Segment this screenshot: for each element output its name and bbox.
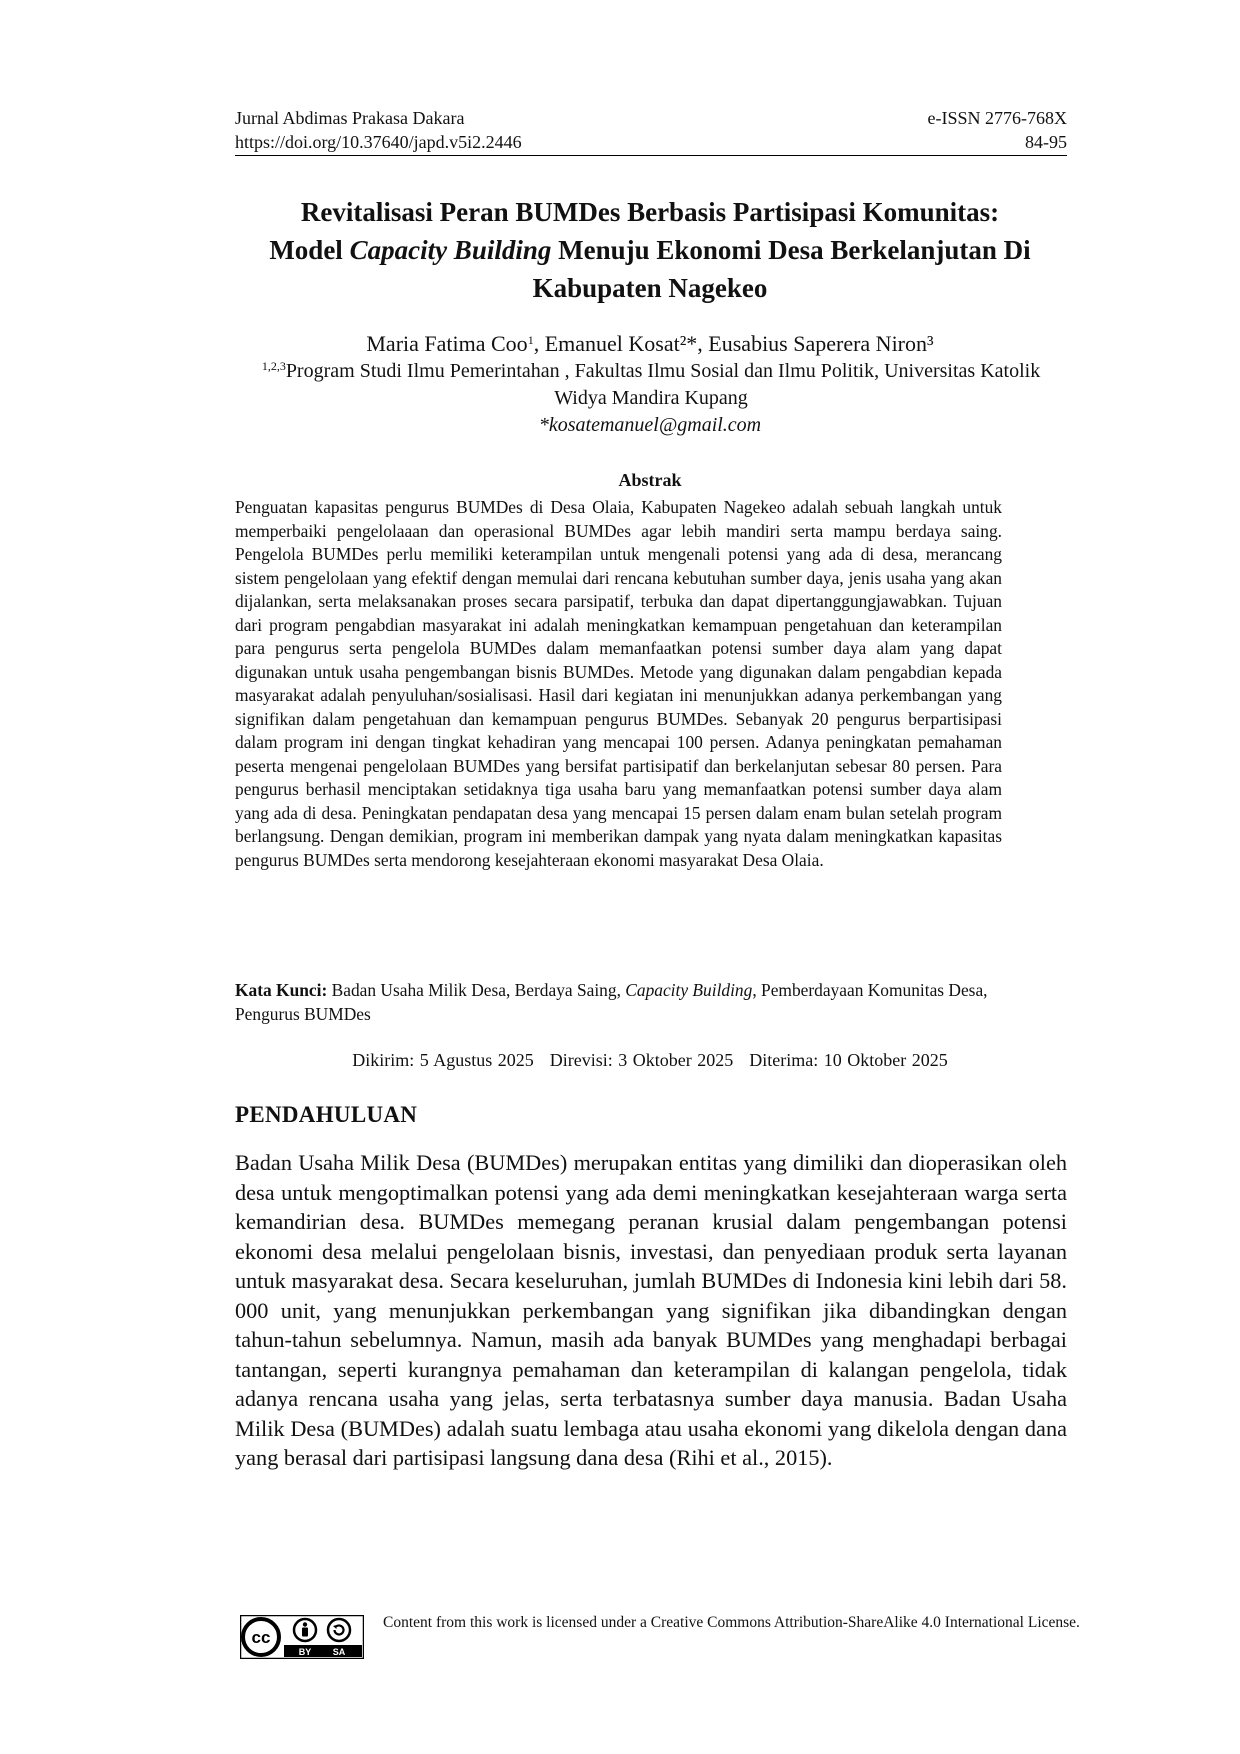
title-line-1: Revitalisasi Peran BUMDes Berbasis Partisipasi Komunitas:	[300, 197, 1000, 227]
section-heading: PENDAHULUAN	[235, 1102, 418, 1127]
title-italic-term: Capacity Building	[349, 235, 552, 265]
section-body: Badan Usaha Milik Desa (BUMDes) merupakan entitas yang dimiliki dan dioperasikan oleh desa untuk mengoptimalkan potensi yang ada demi meningkatkan kesejahteraan warga serta kemandirian desa. BUMDes memegang peranan krusial dalam pengembangan potensi ekonomi desa melalui pengelolaan bisnis, investasi, dan penyediaan produk serta layanan untuk masyarakat desa. Secara keseluruhan, jumlah BUMDes di Indonesia kini lebih dari 58. 000 unit, yang menunjukkan perkembangan yang signifikan jika dibandingkan dengan tahun-tahun sebelumnya. Namun, masih ada banyak BUMDes yang menghadapi berbagai tantangan, seperti kurangnya pemahaman dan keterampilan di kalangan pengelola, tidak adanya rencana usaha yang jelas, serta terbatasnya sumber daya manusia. Badan Usaha Milik Desa (BUMDes) adalah suatu lembaga atau usaha ekonomi yang dikelola dengan dana yang berasal dari partisipasi langsung dana desa (Rihi et al., 2015).	[235, 1150, 1067, 1470]
abstract-heading: Abstrak	[618, 470, 682, 490]
keywords-italic: Capacity Building	[625, 980, 753, 1000]
paper-title	[200, 193, 1100, 307]
journal-name: Jurnal Abdimas Prakasa Dakara	[235, 108, 465, 128]
submission-dates	[200, 1049, 1100, 1071]
cc-badge-text: cc	[251, 1628, 271, 1647]
attribution-icon	[294, 1619, 316, 1641]
author-list	[200, 330, 1100, 358]
author-name: Maria Fatima Coo	[366, 331, 528, 356]
date-accepted: Diterima: 10 Oktober 2025	[749, 1050, 948, 1070]
page-range: 84-95	[1025, 132, 1067, 152]
date-submitted: Dikirim: 5 Agustus 2025	[352, 1050, 534, 1070]
sa-label: SA	[332, 1647, 346, 1657]
author-superscript: 1	[527, 333, 534, 347]
affiliation-text: Program Studi Ilmu Pemerintahan , Fakultas Ilmu Sosial dan Ilmu Politik, Universitas Katolik Widya Mandira Kupang	[285, 360, 1041, 409]
affiliation	[235, 358, 1067, 412]
keywords-text: , Pemberdayaan Komunitas Desa, Pengurus BUMDes	[235, 980, 988, 1024]
cc-by-sa-license-badge[interactable]	[240, 1615, 364, 1659]
keywords-label: Kata Kunci:	[235, 980, 328, 1000]
date-revised: Direvisi: 3 Oktober 2025	[549, 1050, 734, 1070]
abstract-text: Penguatan kapasitas pengurus BUMDes di Desa Olaia, Kabupaten Nagekeo adalah sebuah langkah untuk memperbaiki pengelolaaan dan operasional BUMDes agar lebih mandiri serta mampu berdaya saing. Pengelola BUMDes perlu memiliki keterampilan untuk mengenali potensi yang ada di desa, merancang sistem pengelolaan yang efektif dengan memulai dari rencana kebutuhan sumber daya, jenis usaha yang akan dijalankan, serta melaksanakan proses secara parsipatif, terbuka dan dapat dipertanggungjawabkan. Tujuan dari program pengabdian masyarakat ini adalah meningkatkan kemampuan pengetahuan dan keterampilan para pengurus serta pengelola BUMDes dalam memanfaatkan potensi sumber daya alam yang dapat digunakan untuk usaha pengembangan bisnis BUMDes. Metode yang digunakan dalam pengabdian kepada masyarakat adalah penyuluhan/sosialisasi. Hasil dari kegiatan ini menunjukkan adanya perkembangan yang signifikan dalam pengetahuan dan kemampuan pengurus BUMDes. Sebanyak 20 pengurus berpartisipasi dalam program ini dengan tingkat kehadiran yang mencapai 100 persen. Adanya peningkatan pemahaman peserta mengenai pengelolaan BUMDes yang bersifat partisipatif dan berkelanjutan sebesar 80 persen. Para pengurus berhasil menciptakan setidaknya tiga usaha baru yang memanfaatkan potensi sumber daya alam yang ada di desa. Peningkatan pendapatan desa yang mencapai 15 persen dalam enam bulan setelah program berlangsung. Dengan demikian, program ini memberikan dampak yang nyata dalam meningkatkan kapasitas pengurus BUMDes serta mendorong kesejahteraan ekonomi masyarakat Desa Olaia.	[235, 497, 1002, 870]
title-line-2	[200, 231, 1100, 269]
creative-commons-icon	[243, 1619, 279, 1655]
title-text: Model	[269, 235, 350, 265]
title-text: Menuju Ekonomi Desa Berkelanjutan Di	[551, 235, 1031, 265]
title-line-3: Kabupaten Nagekeo	[532, 273, 768, 303]
share-alike-icon	[328, 1619, 350, 1641]
header-divider	[235, 155, 1067, 156]
license-text: Content from this work is licensed under a Creative Commons Attribution-ShareAlike 4.0 International License.	[383, 1614, 1080, 1631]
author-names-rest: , Emanuel Kosat²*, Eusabius Saperera Niron³	[533, 331, 934, 356]
affiliation-superscript: 1,2,3	[261, 359, 286, 373]
keywords-text: Badan Usaha Milik Desa, Berdaya Saing,	[327, 980, 626, 1000]
corresponding-email[interactable]: *kosatemanuel@gmail.com	[538, 414, 762, 436]
doi-link[interactable]: https://doi.org/10.37640/japd.v5i2.2446	[235, 132, 522, 152]
by-label: BY	[298, 1647, 312, 1657]
keywords	[235, 978, 1002, 1026]
issn: e-ISSN 2776-768X	[927, 108, 1067, 128]
